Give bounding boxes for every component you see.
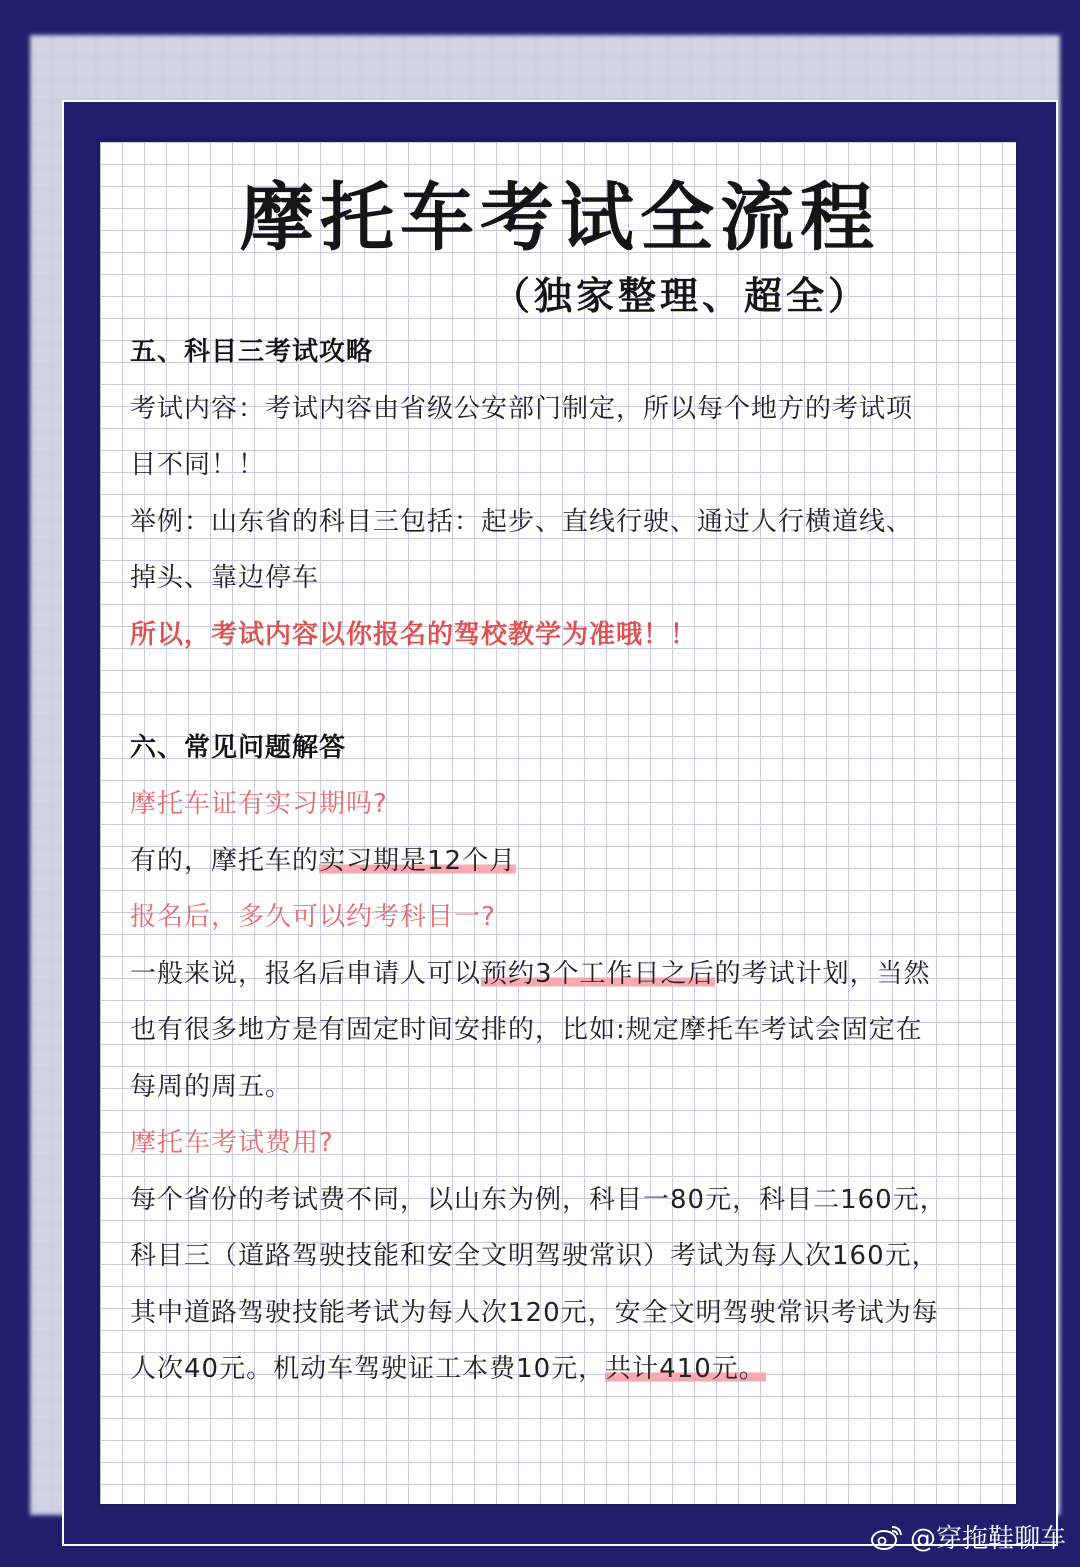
weibo-logo-icon [870, 1523, 904, 1551]
section6-heading: 六、常见问题解答 [130, 732, 347, 763]
section5-example-line1: 举例：山东省的科目三包括：起步、直线行驶、通过人行横道线、 [130, 506, 914, 537]
document-content [130, 160, 990, 1398]
section5-note: 所以，考试内容以你报名的驾校教学为准哦！！ [130, 619, 698, 650]
watermark-text: @穿拖鞋聊车 [909, 1524, 1066, 1554]
faq-answer-3-line3: 其中道路驾驶技能考试为每人次120元，安全文明驾驶常识考试为每 [130, 1297, 939, 1328]
faq-answer-2-text-b: 的考试计划，当然 [714, 958, 931, 989]
faq-answer-3-line4 [130, 1341, 990, 1398]
faq-question-1: 摩托车证有实习期吗? [130, 789, 388, 819]
section5-content-line2: 目不同！！ [130, 450, 266, 480]
faq-question-2: 报名后，多久可以约考科目一? [130, 902, 496, 932]
page-title: 摩托车考试全流程 [240, 175, 880, 261]
faq-answer-2-highlight: 预约3个工作日之后 [481, 958, 715, 989]
faq-answer-1-highlight: 实习期是12个月 [319, 845, 517, 876]
page-subtitle: （独家整理、超全） [491, 274, 870, 318]
section5-heading: 五、科目三考试攻略 [130, 337, 374, 367]
spacer [130, 663, 990, 720]
faq-answer-2-text-a: 一般来说，报名后申请人可以 [130, 958, 482, 989]
watermark [870, 1518, 1066, 1555]
faq-answer-3-highlight: 共计410元。 [605, 1354, 766, 1384]
faq-question-3: 摩托车考试费用? [130, 1128, 334, 1158]
section5-example-line2: 掉头、靠边停车 [130, 563, 320, 593]
faq-answer-3-line2: 科目三（道路驾驶技能和安全文明驾驶常识）考试为每人次160元， [130, 1241, 939, 1271]
faq-answer-2-line2: 也有很多地方是有固定时间安排的，比如:规定摩托车考试会固定在 [130, 1015, 923, 1045]
faq-answer-2-line3: 每周的周五。 [130, 1071, 293, 1102]
section5-content-line1: 考试内容：考试内容由省级公安部门制定，所以每个地方的考试项 [130, 393, 914, 424]
faq-answer-1 [130, 833, 990, 890]
faq-answer-3-line1: 每个省份的考试费不同，以山东为例，科目一80元，科目二160元， [130, 1184, 947, 1215]
faq-answer-2-line1 [130, 946, 990, 1003]
faq-answer-1-text: 有的，摩托车的 [130, 845, 320, 876]
faq-answer-3-text: 人次40元。机动车驾驶证工本费10元， [130, 1354, 606, 1384]
